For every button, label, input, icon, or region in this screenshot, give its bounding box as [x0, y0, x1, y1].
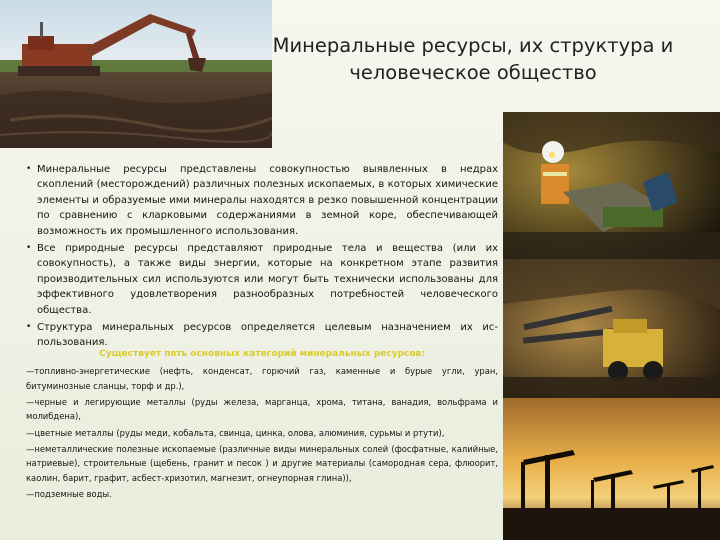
mine-operator-photo: [503, 112, 720, 259]
category-item: —топливно-энергетические (нефть, конденсат, горючий газ, каменные и бурые угли, уран, битуминозные сланцы, торф и др.),: [26, 366, 498, 391]
excavator-photo: [0, 0, 272, 148]
bullet-item: [26, 162, 498, 239]
category-item: —цветные металлы (руды меди, кобальта, свинца, цинка, олова, алюминия, сурьмы и ртути),: [26, 427, 445, 438]
title-line-1: Минеральные ресурсы, их структура и: [272, 34, 674, 57]
bullet-marker: •: [26, 164, 32, 174]
bullet-marker: •: [26, 322, 32, 333]
bullet-marker: •: [26, 243, 32, 254]
bullet-item: [26, 241, 498, 318]
category-item: —неметаллические полезные ископаемые (различные виды минеральных солей (фосфатные, калийные, натриевые), строительные (щебень, гранит и песок ) и другие материалы (самородная сера, флюорит, каолин, барит, графит, асбест-хризотил, магнезит, огнеупорная глина)),: [26, 443, 498, 483]
category-item: —черные и легирующие металлы (руды железа, марганца, хрома, титана, ванадия, вольфрама и молибдена),: [26, 396, 498, 422]
bullet-text: Все природные ресурсы представляют природные тела и вещества (или их совокупность), а также виды энергии, которые на конкретном этапе развития производительных сил используются или могут быть технически использованы для эффективного удовлетворения разнообразных потребностей человеческого общества.: [37, 243, 498, 316]
bullet-text: Структура минеральных ресурсов определяется целевым назначением их ис-пользования.: [37, 322, 498, 349]
bullet-item: [26, 320, 498, 351]
bullet-text: Минеральные ресурсы представлены совокупностью выявленных в недрах скоплений (месторождений) различных полезных ископаемых, в которых химические элементы и образуемые ими минералы находятся в резко повышенной концентрации по сравнению с кларковыми содержаниями в земной коре, обеспечивающей возможность их промышленного использования.: [37, 164, 498, 237]
drill-rig-photo: [503, 259, 720, 398]
bullet-list: [26, 162, 498, 353]
categories-heading: Существует пять основных категорий минеральных ресурсов:: [99, 349, 425, 359]
slide-title: [262, 32, 684, 86]
oil-pumps-photo: [503, 398, 720, 540]
title-line-2: человеческое общество: [349, 61, 597, 84]
category-item: —подземные воды.: [26, 489, 112, 500]
categories-list: [26, 364, 498, 503]
